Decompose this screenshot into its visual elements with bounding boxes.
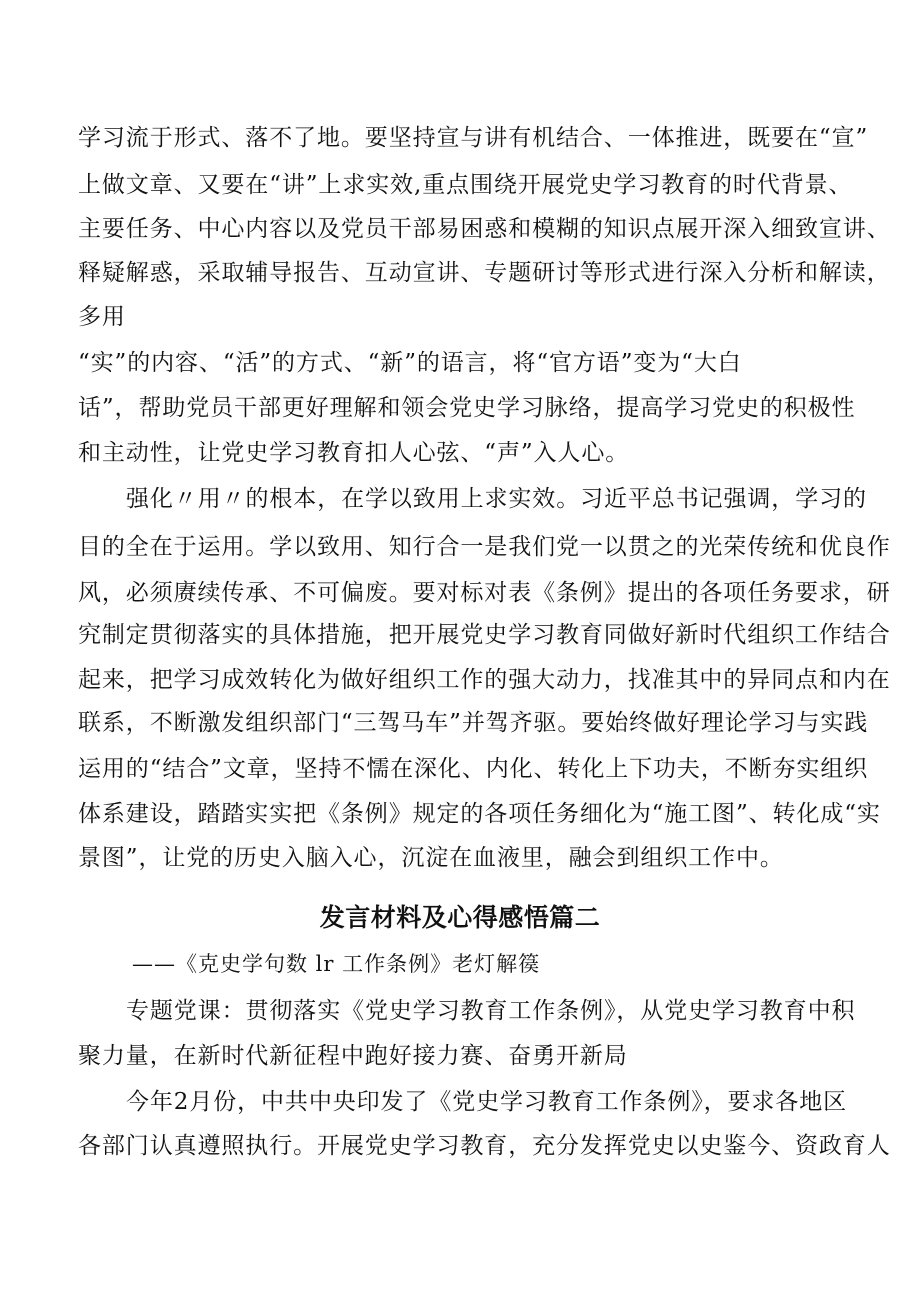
paragraph-line: 体系建设，踏踏实实把《条例》规定的各项任务细化为“施工图”、转化成“实 [78,801,881,827]
section-title: 发言材料及心得感悟篇二 [319,903,601,932]
paragraph-line: 主要任务、中心内容以及党员干部易困惑和模糊的知识点展开深入细致宣讲、 [78,216,891,242]
section-subtitle: ——《克史学句数 lr 工作条例》老灯解篌 [132,952,541,976]
paragraph-line: 学习流于形式、落不了地。要坚持宣与讲有机结合、一体推进，既要在“宣” [78,125,869,151]
paragraph-line: 起来，把学习成效转化为做好组织工作的强大动力，找准其中的异同点和内在 [78,667,891,693]
paragraph-line: 究制定贯彻落实的具体措施，把开展党史学习教育同做好新时代组织工作结合 [78,622,891,648]
paragraph-line: 各部门认真遵照执行。开展党史学习教育，充分发挥党史以史鉴今、资政育人 [78,1133,891,1159]
paragraph-line: 今年2月份，中共中央印发了《党史学习教育工作条例》，要求各地区 [126,1089,848,1115]
paragraph-line: “实”的内容、“活”的方式、“新”的语言，将“官方语”变为“大白 [78,350,742,376]
paragraph-line: 运用的“结合”文章，坚持不懦在深化、内化、转化上下功夫，不断夯实组织 [78,756,869,782]
paragraph-line: 风，必须赓续传承、不可偏废。要对标对表《条例》提出的各项任务要求，研 [78,580,891,606]
paragraph-line: 上做文章、又要在“讲”上求实效,重点围绕开展党史学习教育的时代背景、 [78,172,853,198]
paragraph-line: 联系，不断激发组织部门“三驾马车”并驾齐驱。要始终做好理论学习与实践 [78,710,869,736]
paragraph-line: 释疑解惑，采取辅导报告、互动宣讲、专题研讨等形式进行深入分析和解读， [78,260,891,286]
paragraph-line: 聚力量，在新时代新征程中跑好接力赛、奋勇开新局 [78,1043,628,1069]
paragraph-line: 目的全在于运用。学以致用、知行合一是我们党一以贯之的光荣传统和优良作 [78,534,891,560]
paragraph-line: 多用 [78,304,126,330]
paragraph-line: 专题党课：贯彻落实《党史学习教育工作条例》，从党史学习教育中积 [126,998,856,1024]
paragraph-line: 景图”，让党的历史入脑入心，沉淀在血液里，融会到组织工作中。 [78,845,784,871]
paragraph-line: 强化〃用〃的根本，在学以致用上求实效。习近平总书记强调，学习的 [126,486,867,512]
paragraph-line: 话”，帮助党员干部更好理解和领会党史学习脉络，提高学习党史的积极性 [78,395,856,421]
paragraph-line: 和主动性，让党史学习教育扣人心弦、“声”入人心。 [78,440,630,466]
